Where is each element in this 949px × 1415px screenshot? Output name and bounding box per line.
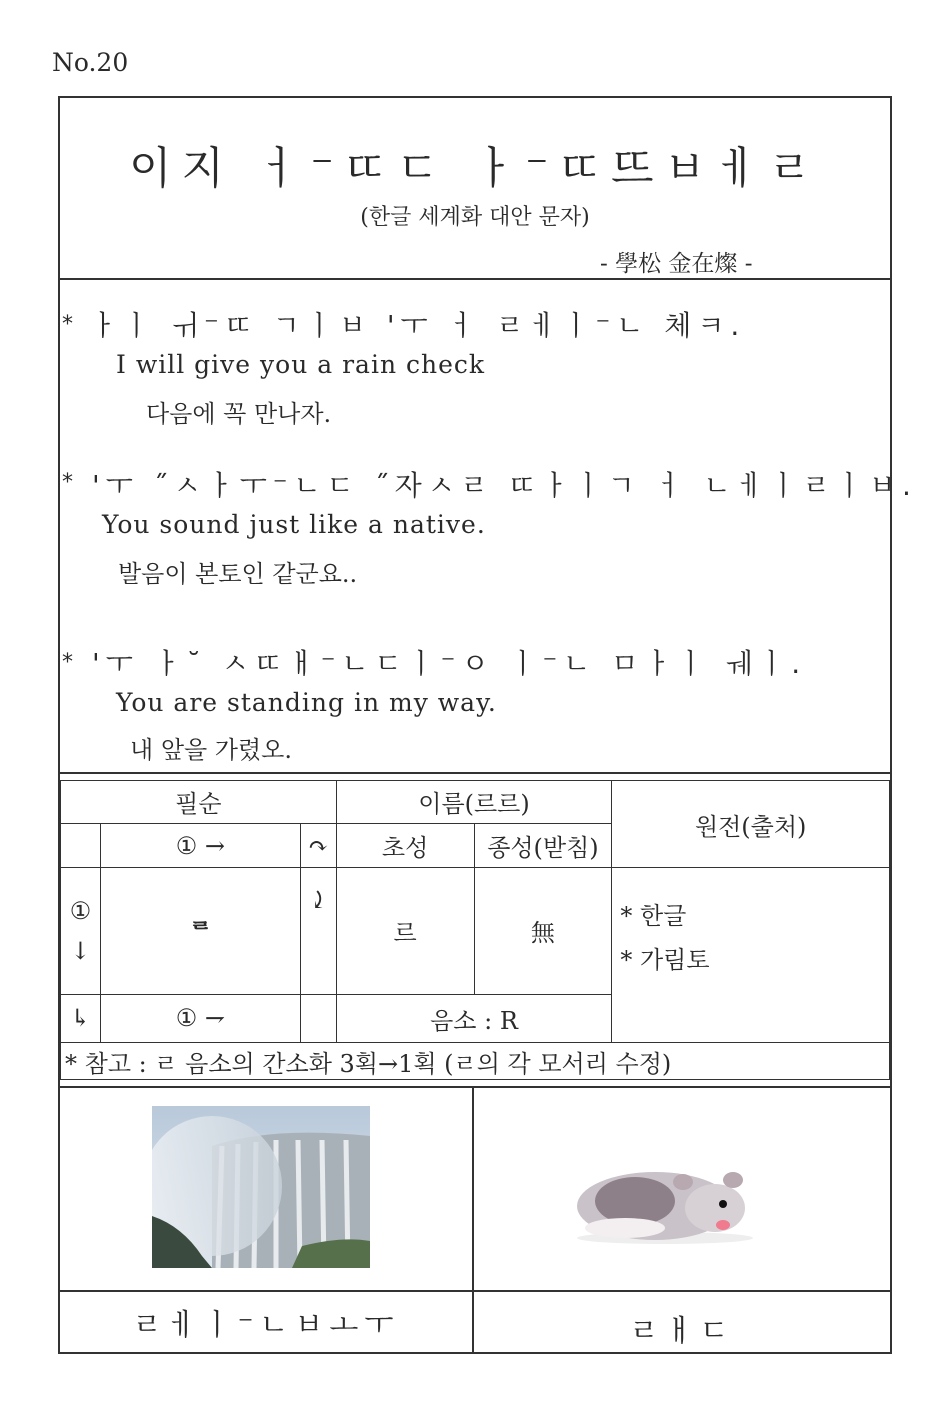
- right-caption: ㄹㅐㄷ: [629, 1314, 735, 1349]
- bullet: *: [62, 470, 73, 495]
- left-step: ① ↓: [61, 868, 101, 994]
- english-sentence: You are standing in my way.: [116, 688, 497, 717]
- curve-arrow-top: ↷: [300, 823, 336, 868]
- korean-sentence: 다음에 꼭 만나자.: [146, 400, 332, 428]
- korean-sentence: 내 앞을 가렸오.: [130, 736, 292, 764]
- origin-line: * 가림토: [620, 946, 710, 975]
- coded-sentence: 'ㅜ ㅏ˘ ㅅㄸㅐ⁻ㄴㄷㅣ⁻ㅇ ㅣ⁻ㄴ ㅁㅏㅣ ㅞㅣ.: [92, 647, 807, 680]
- header-stroke-order: 필순: [61, 781, 337, 824]
- initial-value: 르: [336, 868, 474, 994]
- step1-top: ① →: [100, 823, 300, 868]
- bullet: *: [62, 650, 73, 675]
- coded-sentence: 'ㅜ ˝ㅅㅏㅜ⁻ㄴㄷ ˝자ㅅㄹ ㄸㅏㅣㄱ ㅓ ㄴㅔㅣㄹㅣㅂ.: [92, 469, 917, 502]
- section-divider: [58, 772, 892, 774]
- header-initial: 초성: [336, 823, 474, 868]
- header-origin: 원전(출처): [612, 781, 890, 868]
- hamster-image: [565, 1156, 765, 1246]
- header-final: 종성(받침): [474, 823, 612, 868]
- phoneme: 음소 : R: [336, 994, 612, 1043]
- curve-arrow-mid: ⤸: [300, 868, 336, 994]
- image-section-top: [58, 1086, 892, 1088]
- corner-arrow: ↳: [61, 994, 101, 1043]
- left-caption: ㄹㅔㅣ⁻ㄴㅂㅗㅜ: [132, 1308, 400, 1343]
- glyph-large: ᄅ: [100, 868, 300, 994]
- header-divider: [58, 278, 892, 280]
- english-sentence: You sound just like a native.: [102, 510, 486, 539]
- main-title: 이지 ㅓ⁻ㄸㄷ ㅏ⁻ㄸ뜨ㅂㅔㄹ: [129, 143, 821, 194]
- empty-cell: [61, 823, 101, 868]
- author: - 學松 金在燦 -: [600, 251, 753, 277]
- origin-line: * 한글: [620, 902, 687, 931]
- waterfall-image: [152, 1106, 370, 1268]
- table-note: * 참고 : ㄹ 음소의 간소화 3획→1획 (ㄹ의 각 모서리 수정): [61, 1043, 890, 1080]
- stroke-order-table: [60, 780, 890, 1080]
- origin-cell: [612, 868, 890, 1043]
- bullet: *: [62, 312, 73, 337]
- english-sentence: I will give you a rain check: [116, 350, 486, 379]
- final-value: 無: [474, 868, 612, 994]
- empty-cell: [300, 994, 336, 1043]
- korean-sentence: 발음이 본토인 같군요..: [118, 560, 358, 588]
- page-number: No.20: [52, 48, 129, 77]
- coded-sentence: ㅏㅣ ㅟ⁻ㄸ ㄱㅣㅂ 'ㅜ ㅓ ㄹㅔㅣ⁻ㄴ 체ㅋ.: [90, 309, 746, 342]
- step1-bottom: ① ⇁: [100, 994, 300, 1043]
- subtitle: (한글 세계화 대안 문자): [360, 205, 590, 230]
- header-name: 이름(르르): [336, 781, 612, 824]
- caption-divider: [58, 1290, 892, 1292]
